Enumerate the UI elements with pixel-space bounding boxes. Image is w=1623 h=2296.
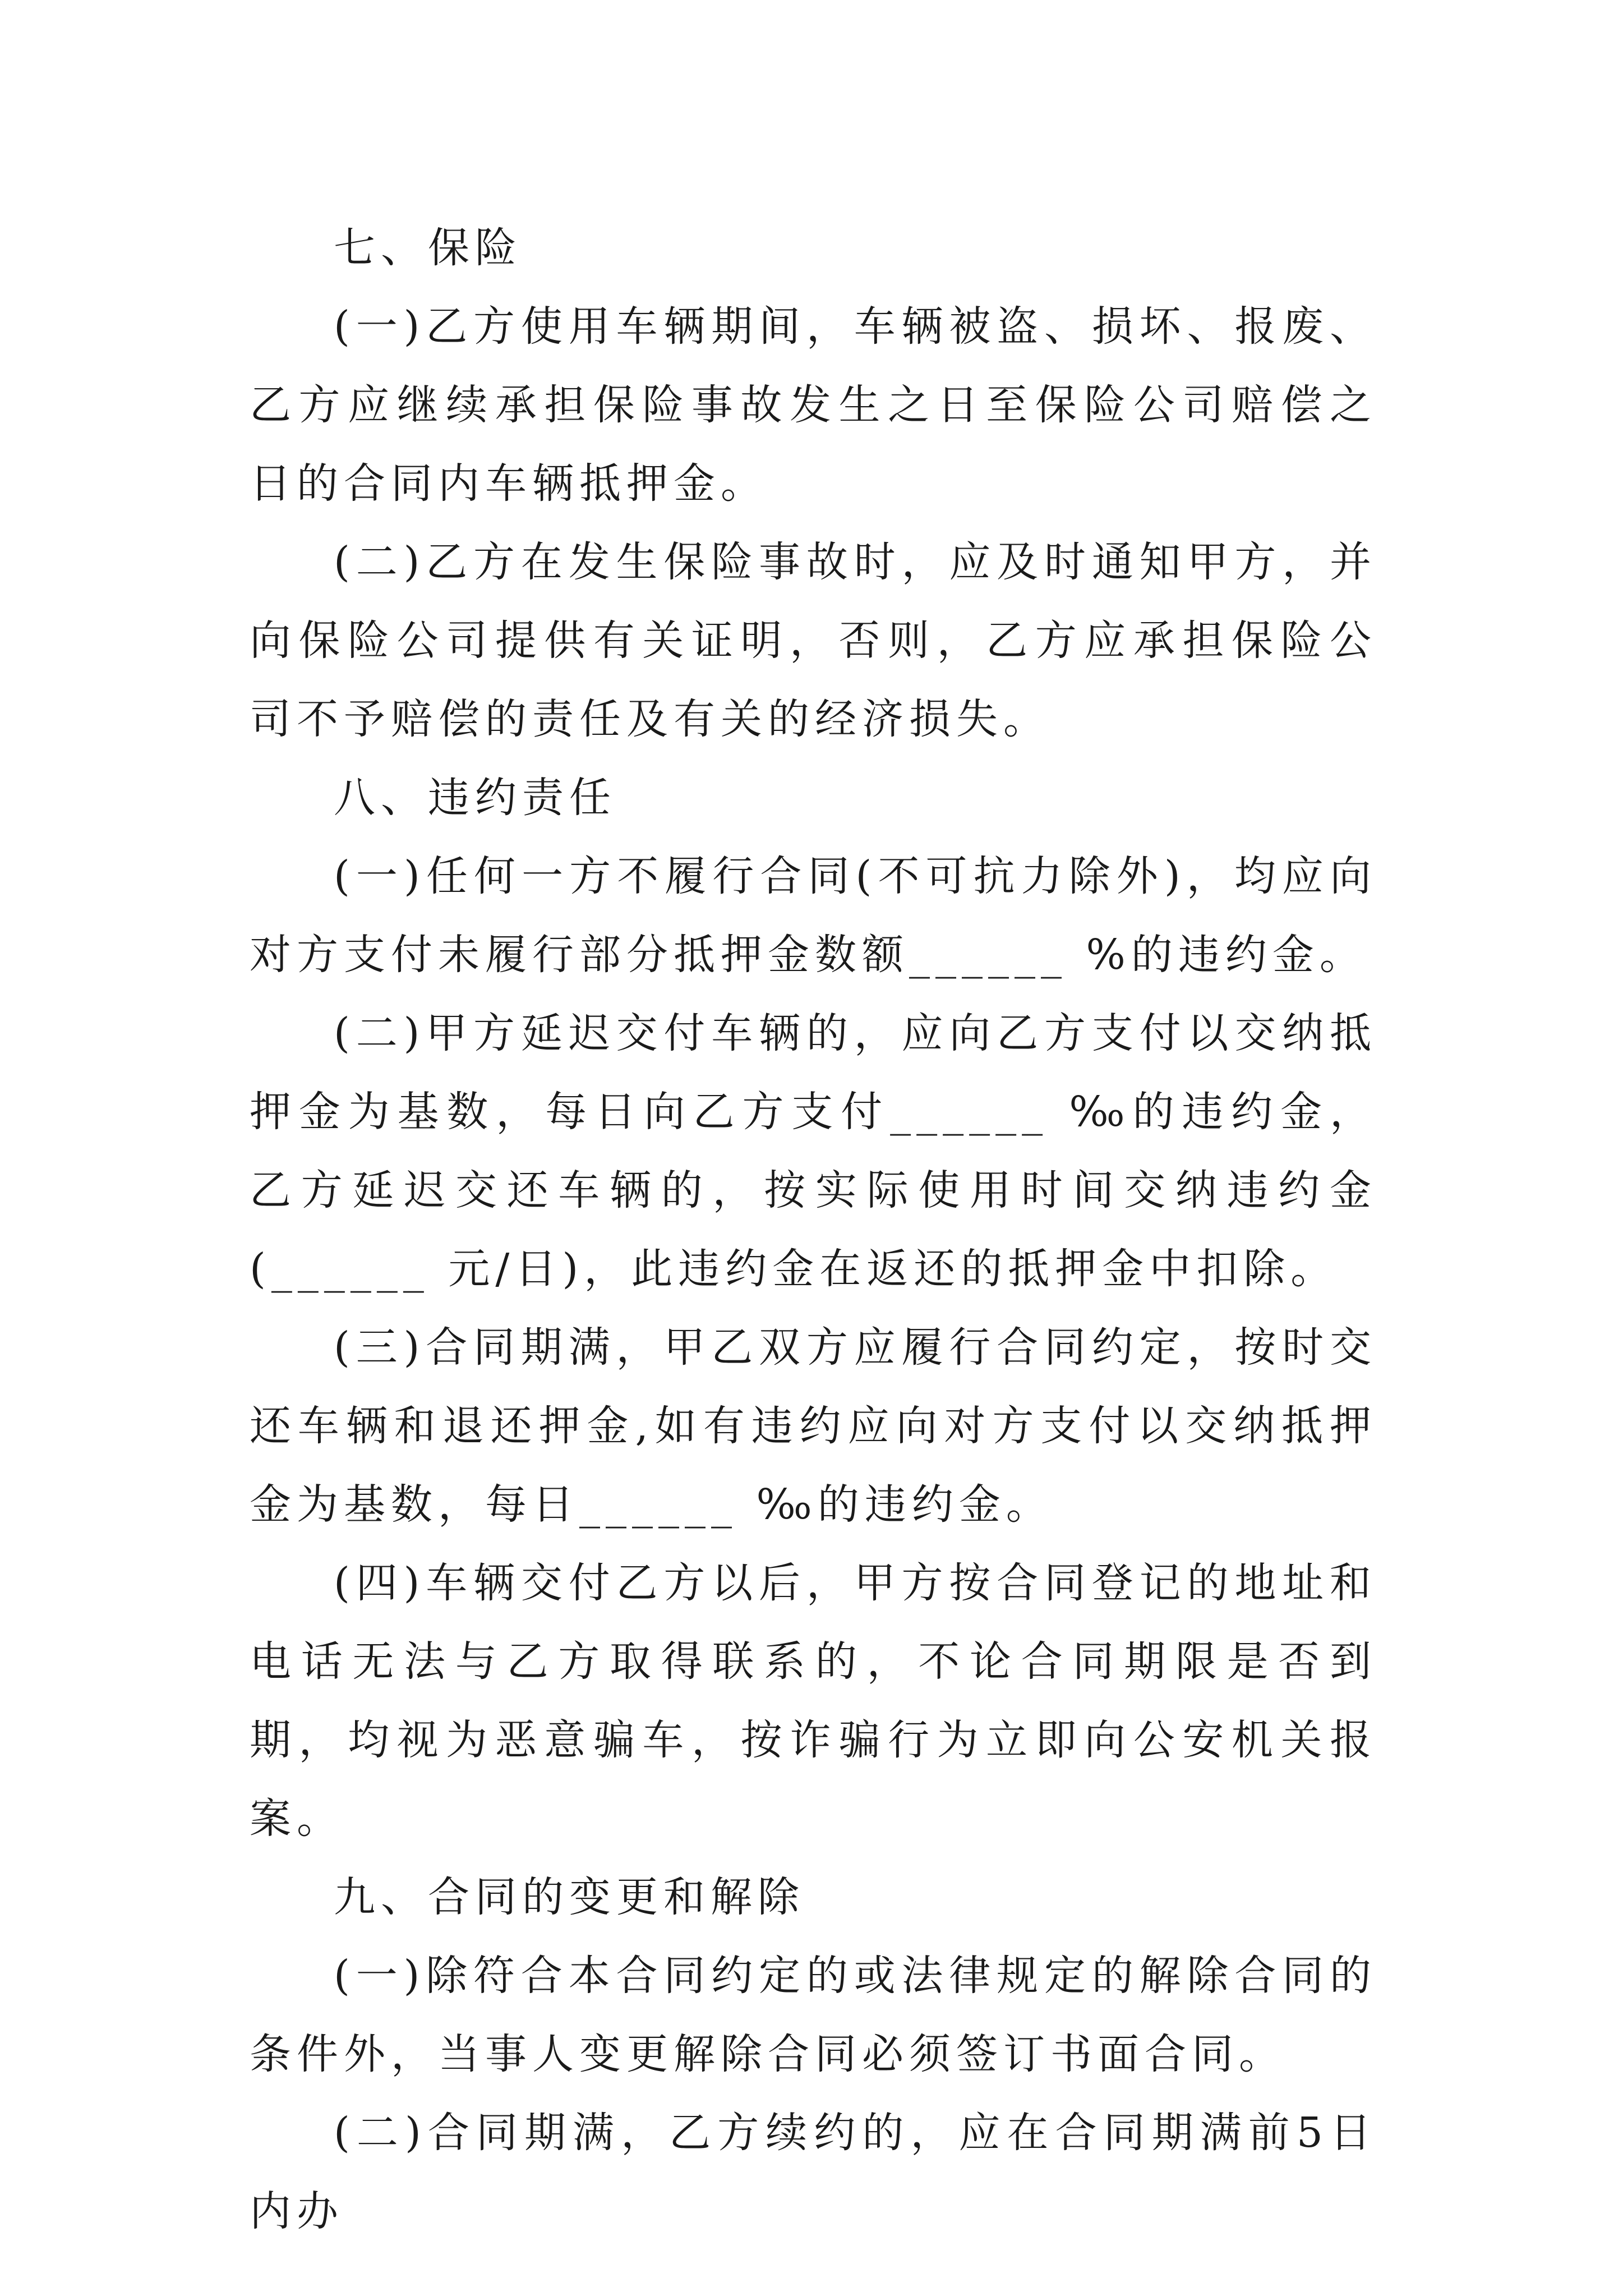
clause-change-2: (二)合同期满，乙方续约的，应在合同期满前5日内办 (250, 2109, 1377, 2235)
section-heading-insurance: 七、保险 (334, 224, 522, 272)
clause-breach-3: (三)合同期满，甲乙双方应履行合同约定，按时交还车辆和退还押金,如有违约应向对方支付以交纳抵押金为基数，每日______ ‰的违约金。 (250, 1323, 1377, 1529)
clause-change-1: (一)除符合本合同约定的或法律规定的解除合同的条件外，当事人变更解除合同必须签订书面合同。 (250, 1952, 1377, 2078)
section-heading-change-termination: 九、合同的变更和解除 (334, 1873, 805, 1921)
document-body (250, 209, 1377, 2251)
clause-breach-4: (四)车辆交付乙方以后，甲方按合同登记的地址和电话无法与乙方取得联系的，不论合同期限是否到期，均视为恶意骗车，按诈骗行为立即向公安机关报案。 (250, 1559, 1377, 1843)
clause-breach-1: (一)任何一方不履行合同(不可抗力除外)，均应向对方支付未履行部分抵押金数额______ %的违约金。 (250, 852, 1377, 979)
clause-insurance-2: (二)乙方在发生保险事故时，应及时通知甲方，并向保险公司提供有关证明，否则，乙方应承担保险公司不予赔偿的责任及有关的经济损失。 (250, 538, 1377, 743)
section-heading-breach: 八、违约责任 (334, 774, 616, 822)
clause-breach-2: (二)甲方延迟交付车辆的，应向乙方支付以交纳抵押金为基数，每日向乙方支付______ ‰的违约金，乙方延迟交还车辆的，按实际使用时间交纳违约金(______ 元/日)，此违约金在返还的抵押金中扣除。 (250, 1009, 1377, 1293)
clause-insurance-1: (一)乙方使用车辆期间，车辆被盗、损坏、报废、乙方应继续承担保险事故发生之日至保险公司赔偿之日的合同内车辆抵押金。 (250, 302, 1377, 508)
